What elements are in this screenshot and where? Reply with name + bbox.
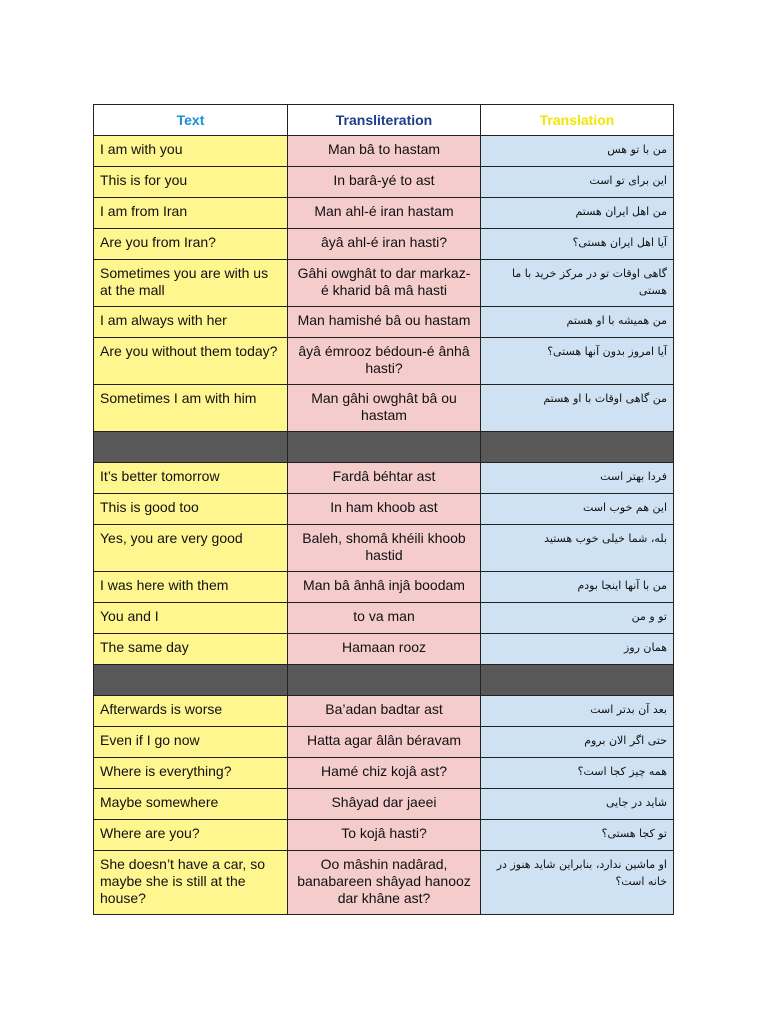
- text-cell: I am always with her: [94, 307, 288, 338]
- text-cell: You and I: [94, 603, 288, 634]
- translation-cell: من با تو هس: [481, 136, 674, 167]
- table-row: [94, 572, 674, 603]
- text-cell: The same day: [94, 634, 288, 665]
- text-cell: This is good too: [94, 494, 288, 525]
- transliteration-cell: Hatta agar âlân béravam: [288, 727, 481, 758]
- text-cell: Are you without them today?: [94, 338, 288, 385]
- text-cell: Maybe somewhere: [94, 789, 288, 820]
- separator-cell: [94, 665, 288, 696]
- table-row: [94, 338, 674, 385]
- translation-cell: من با آنها اینجا بودم: [481, 572, 674, 603]
- header-row: [94, 105, 674, 136]
- text-cell: I was here with them: [94, 572, 288, 603]
- table-row: [94, 603, 674, 634]
- table-row: [94, 820, 674, 851]
- text-cell: Where are you?: [94, 820, 288, 851]
- translation-cell: این هم خوب است: [481, 494, 674, 525]
- transliteration-cell: Man bâ ânhâ injâ boodam: [288, 572, 481, 603]
- transliteration-cell: To kojâ hasti?: [288, 820, 481, 851]
- transliteration-cell: Man gâhi owghât bâ ou hastam: [288, 385, 481, 432]
- separator-cell: [288, 665, 481, 696]
- translation-cell: فردا بهتر است: [481, 463, 674, 494]
- translation-cell: حتی اگر الان بروم: [481, 727, 674, 758]
- transliteration-cell: Man bâ to hastam: [288, 136, 481, 167]
- table-row: [94, 789, 674, 820]
- transliteration-cell: In ham khoob ast: [288, 494, 481, 525]
- table-row: [94, 307, 674, 338]
- table-row: [94, 494, 674, 525]
- separator-cell: [288, 432, 481, 463]
- table-row: [94, 198, 674, 229]
- translation-cell: آیا اهل ایران هستی؟: [481, 229, 674, 260]
- header-text: Text: [94, 105, 288, 136]
- table-row: [94, 634, 674, 665]
- transliteration-cell: Hamé chiz kojâ ast?: [288, 758, 481, 789]
- translation-cell: همه چیز کجا است؟: [481, 758, 674, 789]
- transliteration-cell: to va man: [288, 603, 481, 634]
- text-cell: This is for you: [94, 167, 288, 198]
- table-body: [94, 136, 674, 915]
- transliteration-cell: Ba’adan badtar ast: [288, 696, 481, 727]
- text-cell: Afterwards is worse: [94, 696, 288, 727]
- translation-cell: آیا امروز بدون آنها هستی؟: [481, 338, 674, 385]
- text-cell: Yes, you are very good: [94, 525, 288, 572]
- translation-cell: همان روز: [481, 634, 674, 665]
- text-cell: Sometimes you are with us at the mall: [94, 260, 288, 307]
- table-row: [94, 696, 674, 727]
- translation-cell: گاهی اوقات تو در مرکز خرید با ما هستی: [481, 260, 674, 307]
- table-row: [94, 758, 674, 789]
- transliteration-cell: In barâ-yé to ast: [288, 167, 481, 198]
- text-cell: I am from Iran: [94, 198, 288, 229]
- transliteration-cell: Baleh, shomâ khéili khoob hastid: [288, 525, 481, 572]
- transliteration-cell: Fardâ béhtar ast: [288, 463, 481, 494]
- table-row: [94, 463, 674, 494]
- transliteration-cell: Oo mâshin nadârad, banabareen shâyad hanooz dar khâne ast?: [288, 851, 481, 915]
- text-cell: Where is everything?: [94, 758, 288, 789]
- translation-cell: تو و من: [481, 603, 674, 634]
- separator-cell: [94, 432, 288, 463]
- translation-cell: او ماشین ندارد، بنابراین شاید هنوز در خانه است؟: [481, 851, 674, 915]
- text-cell: Sometimes I am with him: [94, 385, 288, 432]
- table-row: [94, 136, 674, 167]
- transliteration-cell: Man ahl-é iran hastam: [288, 198, 481, 229]
- separator-cell: [481, 432, 674, 463]
- translation-cell: بعد آن بدتر است: [481, 696, 674, 727]
- text-cell: She doesn’t have a car, so maybe she is still at the house?: [94, 851, 288, 915]
- separator-row: [94, 665, 674, 696]
- separator-row: [94, 432, 674, 463]
- text-cell: Are you from Iran?: [94, 229, 288, 260]
- text-cell: It’s better tomorrow: [94, 463, 288, 494]
- translation-cell: من اهل ایران هستم: [481, 198, 674, 229]
- table-row: [94, 727, 674, 758]
- translation-cell: من همیشه با او هستم: [481, 307, 674, 338]
- header-translation: Translation: [481, 105, 674, 136]
- text-cell: Even if I go now: [94, 727, 288, 758]
- table-row: [94, 385, 674, 432]
- transliteration-cell: âyâ émrooz bédoun-é ânhâ hasti?: [288, 338, 481, 385]
- transliteration-cell: Hamaan rooz: [288, 634, 481, 665]
- table-row: [94, 851, 674, 915]
- table-row: [94, 260, 674, 307]
- transliteration-cell: Shâyad dar jaeei: [288, 789, 481, 820]
- text-cell: I am with you: [94, 136, 288, 167]
- transliteration-cell: Gâhi owghât to dar markaz-é kharid bâ mâ hasti: [288, 260, 481, 307]
- translation-cell: شاید در جایی: [481, 789, 674, 820]
- translation-cell: من گاهی اوقات با او هستم: [481, 385, 674, 432]
- header-transliteration: Transliteration: [288, 105, 481, 136]
- phrase-table: [93, 104, 674, 915]
- table-row: [94, 525, 674, 572]
- separator-cell: [481, 665, 674, 696]
- translation-cell: این برای تو است: [481, 167, 674, 198]
- transliteration-cell: âyâ ahl-é iran hasti?: [288, 229, 481, 260]
- translation-cell: بله، شما خیلی خوب هستید: [481, 525, 674, 572]
- table-row: [94, 229, 674, 260]
- translation-cell: تو کجا هستی؟: [481, 820, 674, 851]
- table-row: [94, 167, 674, 198]
- transliteration-cell: Man hamishé bâ ou hastam: [288, 307, 481, 338]
